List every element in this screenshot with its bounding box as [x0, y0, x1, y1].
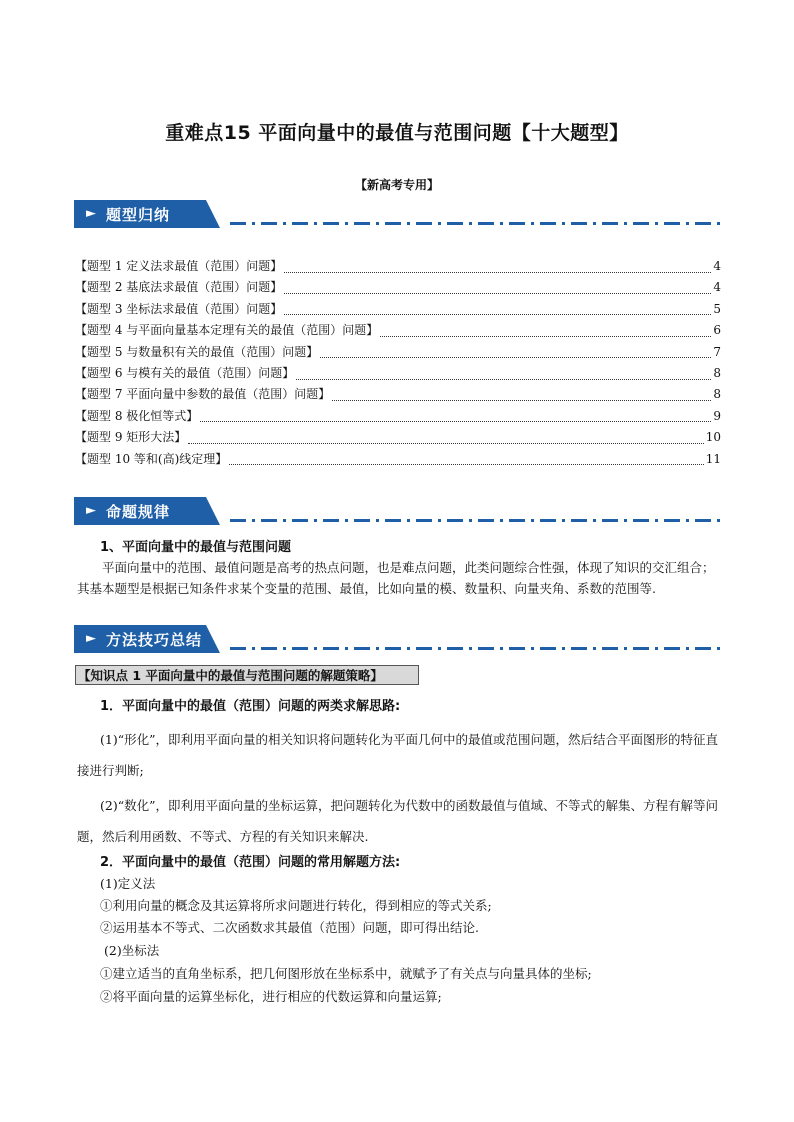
strategy-heading-1: 1．平面向量中的最值（范围）问题的两类求解思路:	[100, 699, 401, 714]
toc-leader	[320, 348, 711, 358]
toc-label[interactable]: 【题型 9 矩形大法】	[75, 430, 187, 445]
toc-leader	[284, 305, 711, 315]
toc-label[interactable]: 【题型 10 等和(高)线定理】	[75, 451, 228, 466]
toc-page[interactable]: 10	[705, 430, 721, 445]
section-banner-methods	[74, 625, 720, 655]
toc-label[interactable]: 【题型 7 平面向量中参数的最值（范围）问题】	[75, 387, 331, 402]
toc-entry[interactable]	[75, 343, 721, 364]
toc-leader	[284, 263, 711, 273]
toc-label[interactable]: 【题型 5 与数量积有关的最值（范围）问题】	[75, 344, 319, 359]
toc-leader	[284, 284, 711, 294]
toc-entry[interactable]	[75, 300, 721, 321]
strategy-heading-2: 2．平面向量中的最值（范围）问题的常用解题方法:	[100, 855, 401, 870]
method-1-step-a: ①利用向量的概念及其运算将所求问题进行转化，得到相应的等式关系;	[100, 898, 492, 913]
toc-leader	[229, 455, 703, 465]
toc-page[interactable]: 4	[713, 280, 721, 295]
table-of-contents	[75, 257, 721, 471]
toc-entry[interactable]	[75, 385, 721, 406]
toc-entry[interactable]	[75, 407, 721, 428]
page-subtitle: 【新高考专用】	[354, 178, 439, 192]
toc-page[interactable]: 5	[713, 301, 721, 316]
toc-entry[interactable]	[75, 364, 721, 385]
toc-label[interactable]: 【题型 3 坐标法求最值（范围）问题】	[75, 301, 283, 316]
toc-label[interactable]: 【题型 8 极化恒等式】	[75, 408, 199, 423]
page-title: 重难点15 平面向量中的最值与范围问题【十大题型】	[165, 122, 629, 144]
form-paragraph: (1)“形化”，即利用平面向量的相关知识将问题转化为平面几何中的最值或范围问题，然后结合平面图形的特征直接进行判断;	[77, 732, 718, 778]
method-2-title: (2)坐标法	[104, 943, 160, 958]
method-2-step-a: ①建立适当的直角坐标系，把几何图形放在坐标系中，就赋予了有关点与向量具体的坐标;	[100, 966, 592, 981]
dashed-divider	[230, 647, 720, 650]
toc-page[interactable]: 8	[713, 387, 721, 402]
toc-leader	[188, 434, 703, 444]
toc-leader	[380, 327, 711, 337]
toc-page[interactable]: 11	[705, 451, 721, 466]
toc-page[interactable]: 4	[713, 259, 721, 273]
play-arrow-icon: ►	[86, 631, 96, 646]
section-banner-rules	[74, 497, 720, 527]
dashed-divider	[230, 222, 720, 225]
method-1-title: (1)定义法	[100, 876, 156, 891]
banner-label: 命题规律	[106, 503, 171, 521]
method-1-step-b: ②运用基本不等式、二次函数求其最值（范围）问题，即可得出结论.	[100, 920, 479, 935]
toc-leader	[200, 412, 711, 422]
dashed-divider	[230, 519, 720, 522]
toc-entry[interactable]	[75, 321, 721, 342]
section-banner-types	[74, 200, 720, 230]
play-arrow-icon: ►	[86, 503, 96, 518]
toc-leader	[296, 370, 711, 380]
toc-label[interactable]: 【题型 2 基底法求最值（范围）问题】	[75, 280, 283, 295]
toc-entry[interactable]	[75, 278, 721, 299]
toc-label[interactable]: 【题型 1 定义法求最值（范围）问题】	[75, 259, 283, 273]
rules-paragraph: 平面向量中的范围、最值问题是高考的热点问题，也是难点问题，此类问题综合性强，体现了知识的交汇组合；其基本题型是根据已知条件求某个变量的范围、最值，比如向量的模、数量积、向量夹角、系数的范围等.	[77, 560, 715, 596]
toc-entry[interactable]	[75, 428, 721, 449]
toc-label[interactable]: 【题型 6 与模有关的最值（范围）问题】	[75, 365, 295, 380]
toc-leader	[332, 391, 711, 401]
toc-page[interactable]: 6	[713, 323, 721, 338]
toc-page[interactable]: 8	[713, 365, 721, 380]
toc-page[interactable]: 7	[713, 344, 721, 359]
number-paragraph: (2)“数化”，即利用平面向量的坐标运算，把问题转化为代数中的函数最值与值域、不等式的解集、方程有解等问题，然后利用函数、不等式、方程的有关知识来解决.	[77, 798, 718, 844]
banner-label: 方法技巧总结	[106, 631, 203, 649]
banner-label: 题型归纳	[106, 206, 171, 224]
play-arrow-icon: ►	[86, 206, 96, 221]
toc-label[interactable]: 【题型 4 与平面向量基本定理有关的最值（范围）问题】	[75, 323, 379, 338]
toc-page[interactable]: 9	[713, 408, 721, 423]
knowledge-point-box: 【知识点 1 平面向量中的最值与范围问题的解题策略】	[75, 665, 419, 685]
method-2-step-b: ②将平面向量的运算坐标化，进行相应的代数运算和向量运算;	[100, 989, 442, 1004]
rules-heading: 1、平面向量中的最值与范围问题	[100, 540, 292, 555]
toc-entry[interactable]	[75, 450, 721, 471]
toc-entry[interactable]	[75, 257, 721, 278]
